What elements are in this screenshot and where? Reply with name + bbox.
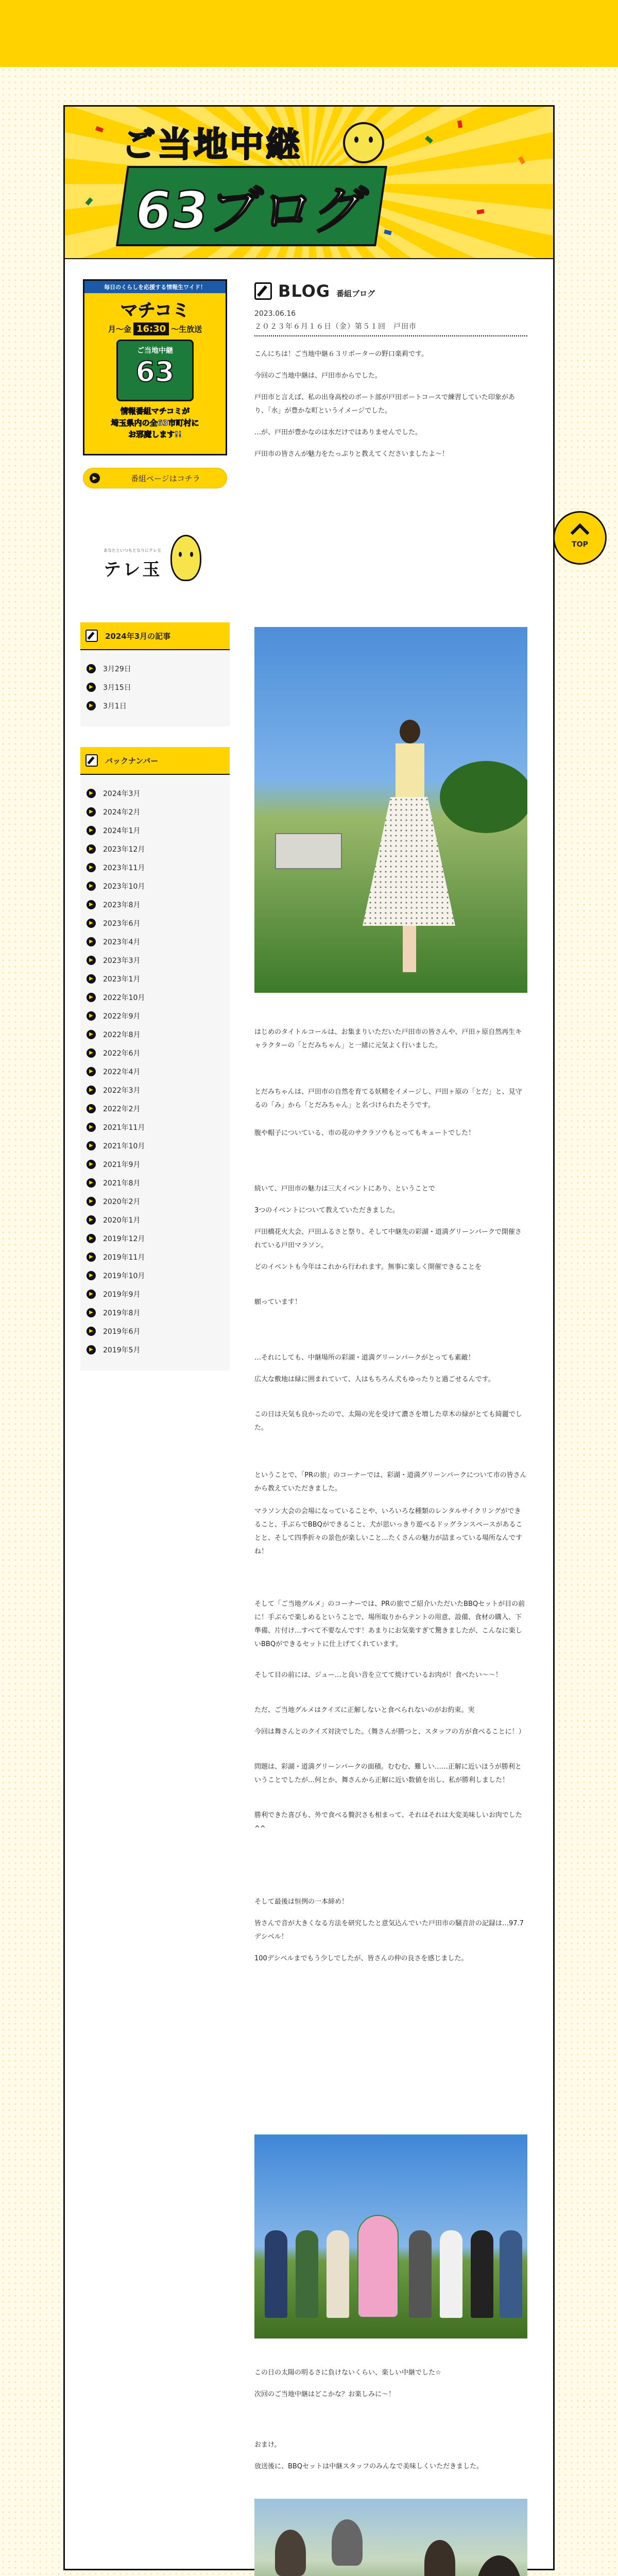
mascot-icon bbox=[343, 122, 384, 163]
arrow-right-icon: ▶ bbox=[87, 1104, 96, 1113]
photo-group-with-mascot bbox=[254, 2134, 527, 2338]
list-item[interactable]: ▶ 2023年3月 bbox=[87, 951, 230, 970]
arrow-right-icon: ▶ bbox=[87, 844, 96, 854]
list-item[interactable]: ▶ 2022年8月 bbox=[87, 1025, 230, 1044]
machicomi-banner[interactable]: 毎日のくらしを応援する情報生ワイド！ マチコミ 月～金 16:30 ～生放送 ご当地中継 63 情報番組マチコミが 埼玉県内の全63市町村に お邪魔します!! bbox=[83, 279, 227, 455]
arrow-right-icon: ▶ bbox=[87, 1252, 96, 1262]
pen-icon bbox=[85, 630, 98, 642]
list-item[interactable]: ▶ 2019年6月 bbox=[87, 1322, 230, 1341]
hero-banner bbox=[65, 107, 553, 259]
post-date: 2023.06.16 bbox=[254, 310, 296, 318]
list-item[interactable]: ▶ 2019年5月 bbox=[87, 1341, 230, 1359]
arrow-right-icon: ▶ bbox=[87, 1178, 96, 1188]
blog-heading: BLOG 番組ブログ bbox=[254, 281, 527, 301]
arrow-right-icon: ▶ bbox=[87, 1030, 96, 1039]
tele-tama-mascot-icon bbox=[170, 535, 201, 581]
list-item[interactable]: ▶ 2021年10月 bbox=[87, 1137, 230, 1155]
arrow-right-icon: ▶ bbox=[87, 826, 96, 835]
arrow-right-icon: ▶ bbox=[87, 1197, 96, 1206]
recent-posts-box: 2024年3月の記事 ▶ 3月29日 ▶ 3月15日 ▶ 3月1日 bbox=[80, 622, 230, 726]
arrow-right-icon: ▶ bbox=[87, 664, 96, 673]
arrow-right-icon: ▶ bbox=[87, 1086, 96, 1095]
list-item[interactable]: ▶ 2021年9月 bbox=[87, 1155, 230, 1174]
arrow-right-icon: ▶ bbox=[87, 1327, 96, 1336]
list-item[interactable]: ▶ 2023年4月 bbox=[87, 933, 230, 951]
archive-list bbox=[80, 775, 230, 1370]
arrow-right-icon: ▶ bbox=[87, 1011, 96, 1021]
list-item[interactable]: ▶ 2024年2月 bbox=[87, 803, 230, 821]
photo-reporter-at-park bbox=[254, 627, 527, 993]
arrow-right-icon: ▶ bbox=[87, 882, 96, 891]
program-page-link[interactable]: ▶ 番組ページはコチラ bbox=[83, 468, 227, 488]
list-item[interactable]: ▶ 2023年1月 bbox=[87, 970, 230, 988]
machicomi-logo: マチコミ bbox=[120, 300, 190, 321]
list-item[interactable]: ▶ 2024年1月 bbox=[87, 821, 230, 840]
list-item[interactable]: ▶ 2022年10月 bbox=[87, 988, 230, 1007]
arrow-right-icon: ▶ bbox=[87, 1123, 96, 1132]
list-item[interactable]: ▶ 2021年8月 bbox=[87, 1174, 230, 1192]
list-item[interactable]: ▶ 3月15日 bbox=[87, 678, 230, 697]
back-to-top-button[interactable]: TOP bbox=[553, 511, 607, 565]
list-item[interactable]: ▶ 2023年10月 bbox=[87, 877, 230, 895]
arrow-right-icon: ▶ bbox=[87, 1141, 96, 1150]
tele-tama-logo[interactable]: あなたといつもとなりにテレ玉 テレ玉 bbox=[104, 530, 207, 591]
arrow-right-icon: ▶ bbox=[87, 863, 96, 872]
list-item[interactable]: ▶ 2019年9月 bbox=[87, 1285, 230, 1303]
hero-title-line2: 63ブログ bbox=[116, 166, 387, 246]
arrow-right-icon: ▶ bbox=[87, 1048, 96, 1058]
todami-chan-mascot bbox=[357, 2215, 399, 2318]
blog-post: BLOG 番組ブログ 2023.06.16 ２０２３年６月１６日（金）第５１回 戸田市 こんにちは！ご当地中継６３リポーターの野口楽莉です。 今回のご当地中継は、戸田市からでした。 戸田市と言えば、私の出身高校のボート部が戸田ボートコースで練習していた印象があり、「水」が豊かな町というイメージでした。 …が、戸田が豊かなのは水だけではありませんでした。 戸田市の皆さんが魅力をたっぷりと教えてくださいましたよ～！ はじめのタイトルコールは、お集まりいただいた戸田市の皆さんや、戸田ヶ原自然再生キャラクターの「とだみちゃん」と一緒に元気よく行いました。 とだみちゃんは、戸田市の自然を育てる妖精をイメージし、戸田ヶ原の「とだ」と、見守るの「み」から「とだみちゃん」と名づけられたそうです。 腹や帽子についている、市の花のサクラソウもとってもキュートでした！ 続いて、戸田市の魅力は三大イベントにあり、ということで 3つのイベントについて教えていただきました。 戸田橋花火大会、戸田ふるさと祭り、そして中継先の彩湖・道満グリーンパークで開催されている戸田マラソン。 どのイベントも今年はこれから行われます。無事に楽しく開催できることを 願っています！ …それにしても、中継場所の彩湖・道満グリーンパークがとっても素敵！ 広大な敷地は緑に囲まれていて、人はもちろん犬もゆったりと過ごせるんです。 この日は天気も良かったので、太陽の光を受けて濃さを増した草木の緑がとても綺麗でした。 ということで、「PRの旅」のコーナーでは、彩湖・道満グリーンパークについて市の皆さんから教えていただきました。 マラソン大会の会場になっていることや、いろいろな種類のレンタルサイクリングができること、手ぶらでBBQができること、犬が思いっきり遊べるドッグランスペースがあることと、そして四季折々の景色が楽しいこと…たくさんの魅力が詰まっている場所なんですね！ そして「ご当地グルメ」のコーナーでは、PRの旅でご紹介いただいたBBQセットが目の前に！手ぶらで楽しめるということで、場所取りからテントの用意、設備、食材の購入、下準備、片付け…すべて不要なんです！あまりにお気楽すぎて驚きましたが、こんなに楽しいBBQができるセットに仕上げてくれています。 そして目の前には、ジュー…と良い音を立てて焼けているお肉が！食べたい～～！ ただ、ご当地グルメはクイズに正解しないと食べられないのがお約束。実 今回は舞さんとのクイズ対決でした。（舞さんが勝つと、スタッフの方が食べることに！） 問題は、彩湖・道満グリーンパークの面積。むむむ、難しい……正解に近いほうが勝利ということでしたが…何とか、舞さんから正解に近い数値を出し、私が勝利しました！ 勝利できた喜びも、外で食べる贅沢さも相まって、それはそれは大変美味しいお肉でした^^ そして最後は恒例の一本締め！ 皆さんで音が大きくなる方法を研究したと意気込んでいた戸田市の騒音計の記録は…97.7デシベル！ 100デシベルまでもう少しでしたが、皆さんの仲の良さを感じました。 この日の太陽の明るさに負けないくらい、楽しい中継でした☆ 次回のご当地中継はどこかな？お楽しみに～！ おまけ。 放送後に、BBQセットは中継スタッフのみんなで美味しくいただきました。 bbox=[254, 281, 527, 336]
list-item[interactable]: ▶ 2023年12月 bbox=[87, 840, 230, 858]
post-title: ２０２３年６月１６日（金）第５１回 戸田市 bbox=[254, 321, 527, 336]
list-item[interactable]: ▶ 2019年10月 bbox=[87, 1266, 230, 1285]
list-item[interactable]: ▶ 3月1日 bbox=[87, 697, 230, 715]
arrow-right-icon: ▶ bbox=[87, 1215, 96, 1225]
list-item[interactable]: ▶ 2020年2月 bbox=[87, 1192, 230, 1211]
arrow-right-icon: ▶ bbox=[87, 937, 96, 946]
arrow-right-icon: ▶ bbox=[87, 993, 96, 1002]
list-item[interactable]: ▶ 2022年6月 bbox=[87, 1044, 230, 1062]
chevron-up-icon bbox=[571, 523, 590, 543]
arrow-right-icon: ▶ bbox=[87, 789, 96, 798]
hero-title-line1: ご当地中継 bbox=[122, 125, 302, 164]
recent-posts-list bbox=[80, 650, 230, 726]
arrow-right-icon: ▶ bbox=[87, 701, 96, 710]
arrow-right-icon: ▶ bbox=[87, 807, 96, 817]
list-item[interactable]: ▶ 2023年6月 bbox=[87, 914, 230, 933]
list-item[interactable]: ▶ 2019年12月 bbox=[87, 1229, 230, 1248]
blog-frame bbox=[63, 105, 555, 2570]
arrow-right-icon: ▶ bbox=[87, 956, 96, 965]
list-item[interactable]: ▶ 3月29日 bbox=[87, 659, 230, 678]
arrow-right-icon: ▶ bbox=[87, 1234, 96, 1243]
arrow-right-icon: ▶ bbox=[87, 1271, 96, 1280]
list-item[interactable]: ▶ 2022年2月 bbox=[87, 1099, 230, 1118]
arrow-right-icon: ▶ bbox=[87, 1308, 96, 1317]
sidebar bbox=[80, 279, 230, 1370]
arrow-right-icon: ▶ bbox=[87, 683, 96, 692]
list-item[interactable]: ▶ 2021年11月 bbox=[87, 1118, 230, 1137]
list-item[interactable]: ▶ 2023年11月 bbox=[87, 858, 230, 877]
arrow-right-icon: ▶ bbox=[87, 900, 96, 909]
gotochi-63-badge: ご当地中継 63 bbox=[116, 340, 194, 401]
arrow-right-icon: ▶ bbox=[87, 919, 96, 928]
pen-icon bbox=[254, 282, 272, 300]
list-item[interactable]: ▶ 2019年11月 bbox=[87, 1248, 230, 1266]
list-item[interactable]: ▶ 2020年1月 bbox=[87, 1211, 230, 1229]
list-item[interactable]: ▶ 2022年9月 bbox=[87, 1007, 230, 1025]
arrow-right-icon: ▶ bbox=[87, 1067, 96, 1076]
list-item[interactable]: ▶ 2022年3月 bbox=[87, 1081, 230, 1099]
arrow-right-icon: ▶ bbox=[87, 1345, 96, 1354]
archive-box: バックナンバー ▶ 2024年3月 ▶ 2024年2月 ▶ 2024年1月 ▶ 2023年12月 ▶ 2023年11月 ▶ 2023年10月 ▶ 2023年8月 ▶ 2023年6月 ▶ 2023年4月 ▶ 2023年3月 ▶ 2023年1月 ▶ 2022年10月 ▶ 2022年9月 ▶ 2022年8月 ▶ 2022年6月 ▶ 2022年4月 ▶ 2022年3月 ▶ 2022年2月 ▶ 2021年11月 ▶ 2021年10月 ▶ 2021年9月 ▶ 2021年8月 ▶ 2020年2月 ▶ 2020年1月 ▶ 2019年12月 ▶ 2019年11月 ▶ 2019年10月 ▶ 2019年9月 ▶ 2019年8月 ▶ 2019年6月 ▶ 2019年5月 bbox=[80, 747, 230, 1370]
list-item[interactable]: ▶ 2019年8月 bbox=[87, 1303, 230, 1322]
arrow-right-icon: ▶ bbox=[90, 473, 100, 483]
top-bar bbox=[0, 0, 618, 67]
arrow-right-icon: ▶ bbox=[87, 1160, 96, 1169]
arrow-right-icon: ▶ bbox=[87, 974, 96, 984]
list-item[interactable]: ▶ 2022年4月 bbox=[87, 1062, 230, 1081]
photo-bbq-staff bbox=[254, 2499, 527, 2576]
list-item[interactable]: ▶ 2024年3月 bbox=[87, 784, 230, 803]
pen-icon bbox=[85, 754, 98, 767]
list-item[interactable]: ▶ 2023年8月 bbox=[87, 895, 230, 914]
arrow-right-icon: ▶ bbox=[87, 1290, 96, 1299]
hero-title bbox=[122, 117, 410, 251]
